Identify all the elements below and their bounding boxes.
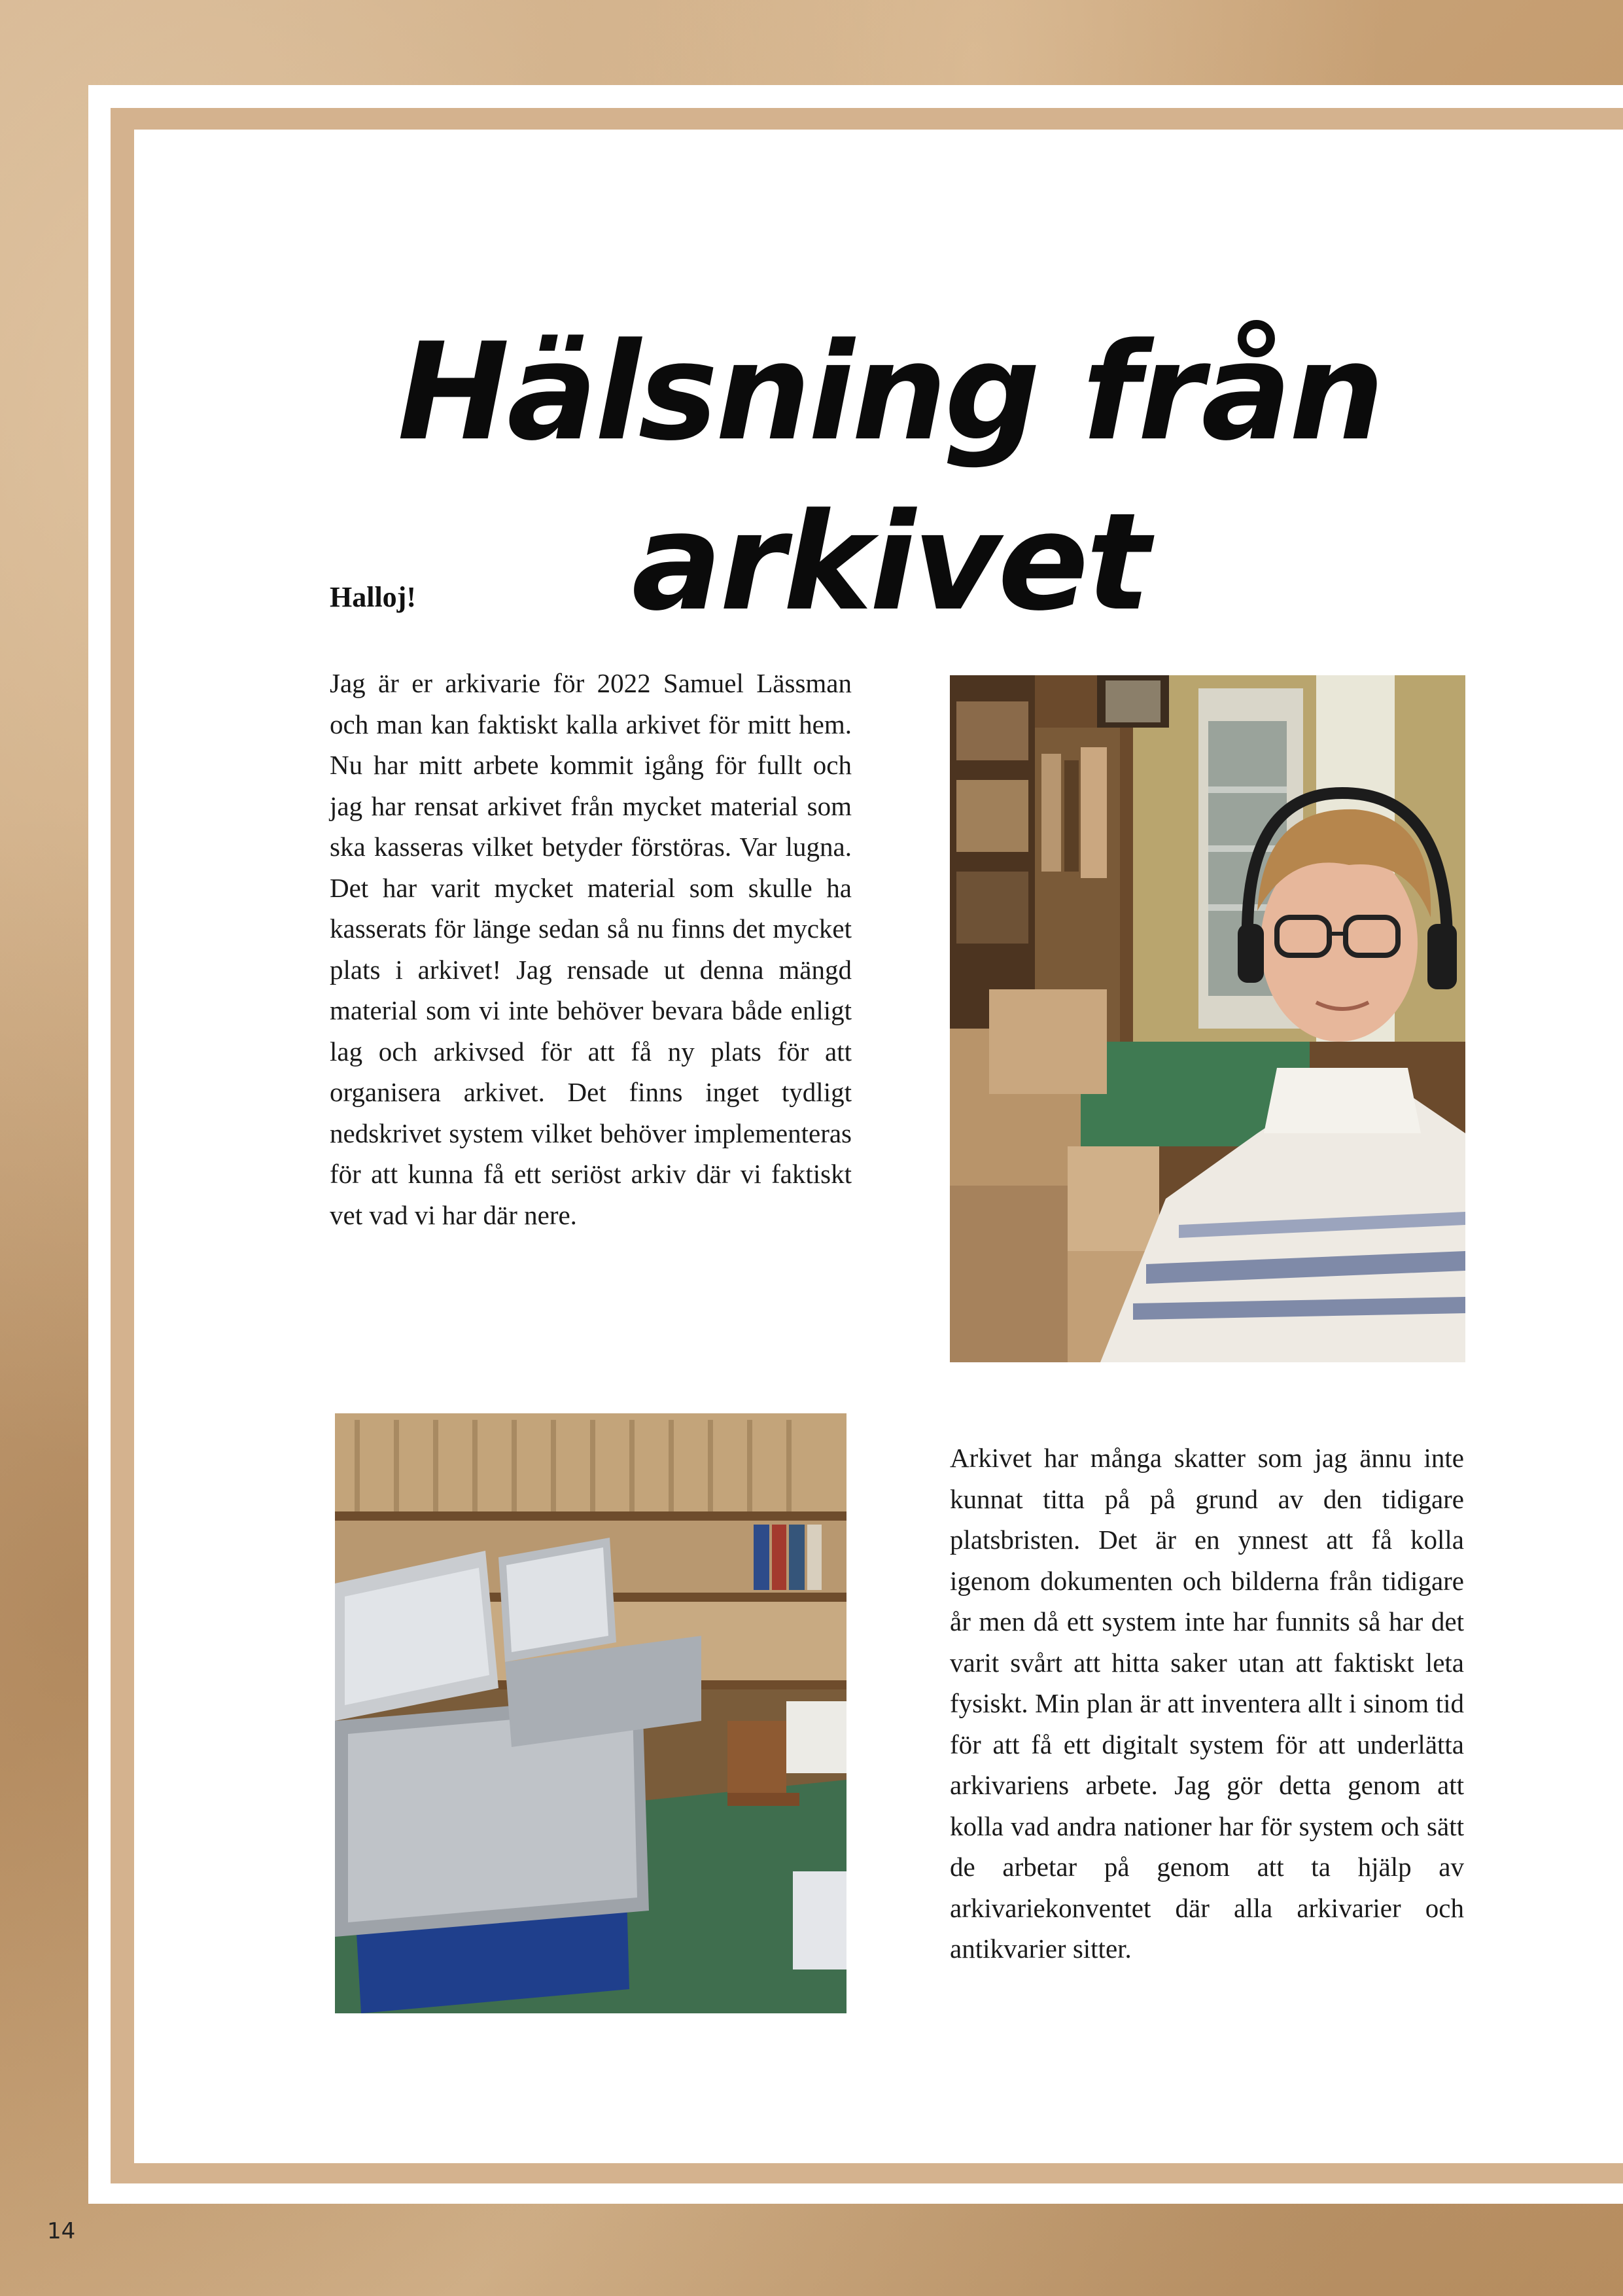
body-paragraph-2: Arkivet har många skatter som jag ännu inte kunnat titta på på grund av den tidigare platsbristen. Det är en ynnest att få kolla igenom dokumenten och bilderna från tidigare år men då ett system inte har funnits så har det varit svårt att hitta saker utan att faktiskt leta fysiskt. Min plan är att inventera allt i sinom tid för att få ett digitalt system för att underlätta arkivariens arbete. Jag gör detta genom att kolla vad andra nationer har för system och sätt de arbetar på genom att ta hjälp av arkivariekonventet där alla arkivarier och antikvarier sitter. bbox=[950, 1443, 1464, 1964]
page-number: 14 bbox=[47, 2218, 76, 2244]
page-title: Hälsning från arkivet bbox=[397, 315, 1382, 641]
greeting: Halloj! bbox=[330, 581, 416, 613]
portrait-photo bbox=[950, 675, 1465, 1362]
body-paragraph-1: Jag är er arkivarie för 2022 Samuel Lässman och man kan faktiskt kalla arkivet för mitt hem. Nu har mitt arbete kommit igång för fullt och jag har rensat arkivet från mycket material som ska kasseras vilket betyder förstöras. Var lugna. Det har varit mycket material som skulle ha kasserats för länge sedan så nu finns det mycket plats i arkivet! Jag rensade ut denna mängd material som vi inte behöver bevara både enligt lag och arkivsed för att få ny plats för att organisera arkivet. Det finns inget tydligt nedskrivet system vilket behöver implementeras för att kunna få ett seriöst arkiv där vi faktiskt vet vad vi har där nere. bbox=[330, 668, 852, 1230]
archive-shelves-photo bbox=[335, 1413, 846, 2013]
